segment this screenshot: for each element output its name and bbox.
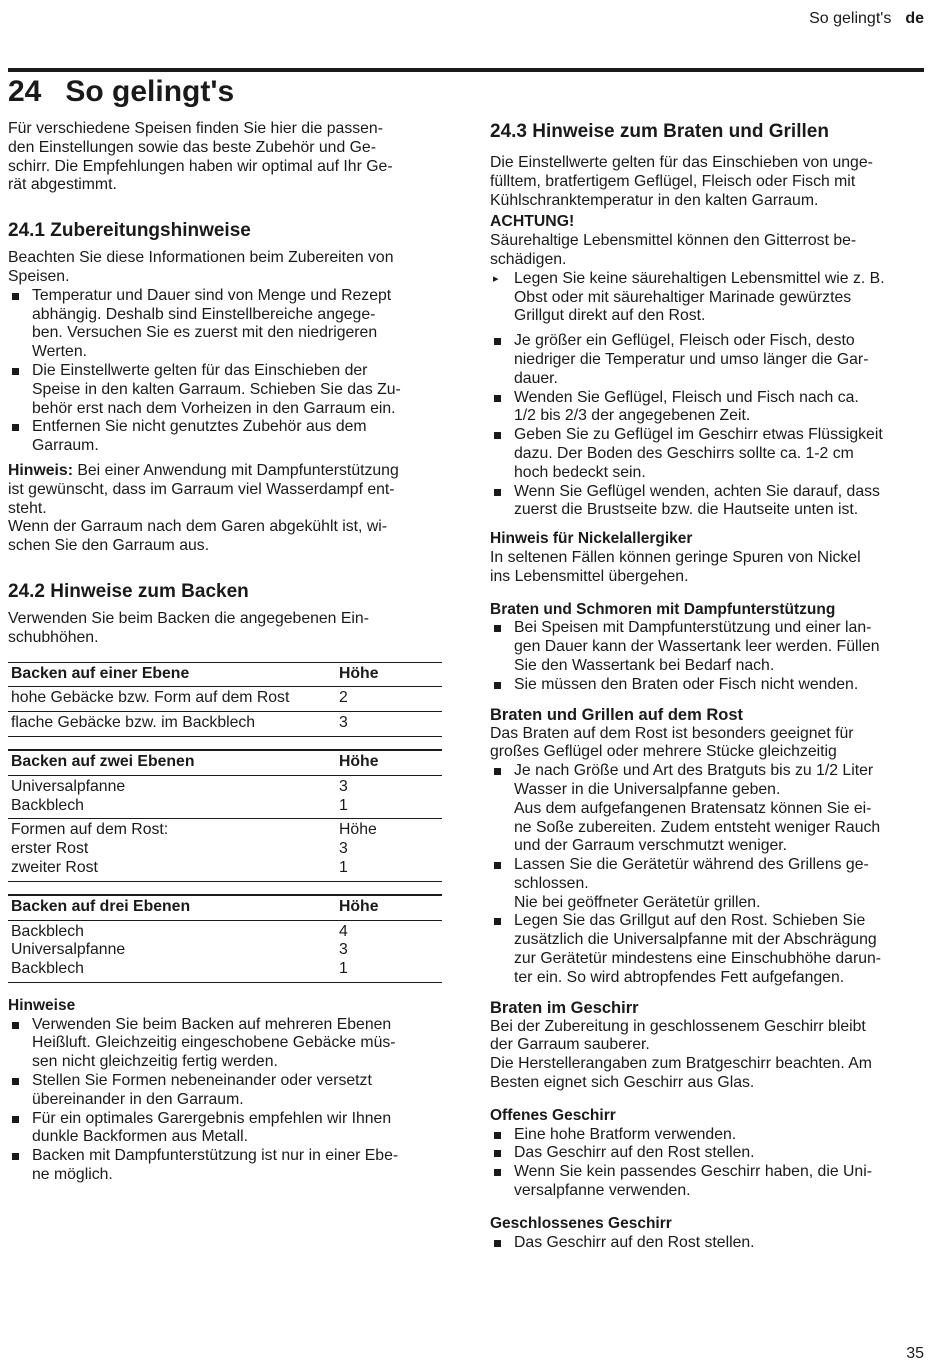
- nickel-text: In seltenen Fällen können geringe Spuren von Nickel ins Lebensmittel übergehen.: [490, 548, 861, 585]
- list-item: Je größer ein Geflügel, Fleisch oder Fisch, desto niedriger die Temperatur und umso länger die Gar- dauer.: [490, 332, 924, 388]
- steam-list: [490, 619, 924, 694]
- list-item: Temperatur und Dauer sind von Menge und Rezept abhängig. Deshalb sind Einstellbereiche angege- ben. Versuchen Sie es zuerst mit den niedrigeren Werten.: [8, 287, 442, 362]
- list-item: Bei Speisen mit Dampfunterstützung und einer lan- gen Dauer kann der Wassertank leer werden. Füllen Sie den Wassertank bei Bedarf nach.: [490, 619, 924, 675]
- list-item: Für ein optimales Garergebnis empfehlen wir Ihnen dunkle Backformen aus Metall.: [8, 1110, 442, 1148]
- note-label: Hinweis:: [8, 461, 73, 479]
- warning-text: Säurehaltige Lebensmittel können den Gitterrost be- schädigen.: [490, 232, 857, 268]
- intro-text: Für verschiedene Speisen finden Sie hier die passen- den Einstellungen sowie das beste Zubehör und Ge- schirr. Die Empfehlungen haben wir optimal auf Ihr Ge- rät abgestimmt.: [8, 120, 393, 194]
- note-text-2: Wenn der Garraum nach dem Garen abgekühlt ist, wi- schen Sie den Garraum aus.: [8, 518, 388, 555]
- page-number: 35: [906, 1345, 924, 1362]
- geschirr-text: Bei der Zubereitung in geschlossenem Geschirr bleibt der Garraum sauberer. Die Herstellerangaben zum Bratgeschirr beachten. Am Besten eignet sich Geschirr aus Glas.: [490, 1017, 872, 1092]
- table-cell: flache Gebäcke bzw. im Backblech: [8, 712, 336, 737]
- list-item: Wenn Sie kein passendes Geschirr haben, die Uni- versalpfanne verwenden.: [490, 1163, 924, 1201]
- table-row: [8, 687, 442, 712]
- table-header: Backen auf einer Ebene: [8, 662, 336, 687]
- warning-label: ACHTUNG!: [490, 213, 575, 231]
- note-paragraph: [8, 462, 442, 518]
- rost-title: Braten und Grillen auf dem Rost: [490, 705, 744, 724]
- rost-list: [490, 762, 924, 988]
- language-code: de: [905, 10, 924, 27]
- table-row: [8, 712, 442, 737]
- left-column: [8, 120, 442, 1185]
- geschl-list: [490, 1234, 924, 1253]
- chapter-number: 24: [8, 75, 42, 108]
- table-cell: Backblech Universalpfanne Backblech: [8, 920, 336, 982]
- warning-action-list: [490, 270, 924, 326]
- list-item: Geben Sie zu Geflügel im Geschirr etwas Flüssigkeit dazu. Der Boden des Geschirrs sollte ca. 1-2 cm hoch bedeckt sein.: [490, 426, 924, 482]
- offen-title: Offenes Geschirr: [490, 1106, 616, 1124]
- list-item: Legen Sie das Grillgut auf den Rost. Schieben Sie zusätzlich die Universalpfanne mit der Abschrägung zur Gerätetür mindestens eine Einschubhöhe darun- ter ein. So wird abtropfendes Fett aufgefangen.: [490, 912, 924, 987]
- section-24-2-text: Verwenden Sie beim Backen die angegebenen Ein- schubhöhen.: [8, 609, 369, 646]
- list-item: Das Geschirr auf den Rost stellen.: [490, 1234, 924, 1253]
- running-header: [809, 10, 924, 28]
- nickel-title: Hinweis für Nickelallergiker: [490, 530, 693, 548]
- geschirr-title: Braten im Geschirr: [490, 998, 639, 1017]
- geschl-title: Geschlossenes Geschirr: [490, 1214, 672, 1232]
- table-cell: Formen auf dem Rost: erster Rost zweiter Rost: [8, 819, 336, 881]
- list-item: Verwenden Sie beim Backen auf mehreren Ebenen Heißluft. Gleichzeitig eingeschobene Gebäcke müs- sen nicht gleichzeitig fertig werden.: [8, 1016, 442, 1072]
- table-cell: 4 3 1: [336, 920, 442, 982]
- table-row: [8, 775, 442, 819]
- table-cell: 2: [336, 687, 442, 712]
- section-24-1-text: Beachten Sie diese Informationen beim Zubereiten von Speisen.: [8, 249, 394, 285]
- table-header: Backen auf zwei Ebenen: [8, 750, 336, 775]
- list-item: Entfernen Sie nicht genutztes Zubehör aus dem Garraum.: [8, 418, 442, 456]
- list-item: Das Geschirr auf den Rost stellen.: [490, 1144, 924, 1163]
- table-spacer: [8, 882, 442, 895]
- table-header: Höhe: [336, 895, 442, 920]
- table-cell: Höhe 3 1: [336, 819, 442, 881]
- list-item: Backen mit Dampfunterstützung ist nur in einer Ebe- ne möglich.: [8, 1147, 442, 1185]
- table-row: [8, 819, 442, 881]
- table-cell: 3 1: [336, 775, 442, 819]
- list-item: Stellen Sie Formen nebeneinander oder versetzt übereinander in den Garraum.: [8, 1072, 442, 1110]
- chapter-title: [8, 72, 234, 112]
- list-item: Wenn Sie Geflügel wenden, achten Sie darauf, dass zuerst die Brustseite bzw. die Hautseite unten ist.: [490, 483, 924, 521]
- table-cell: 3: [336, 712, 442, 737]
- list-item: Sie müssen den Braten oder Fisch nicht wenden.: [490, 676, 924, 695]
- running-title: So gelingt's: [809, 10, 892, 27]
- section-24-1-title: 24.1 Zubereitungshinweise: [8, 220, 251, 242]
- list-item: Je nach Größe und Art des Bratguts bis zu 1/2 Liter Wasser in die Universalpfanne geben. Aus dem aufgefangenen Bratensatz können Sie ei- ne Soße zubereiten. Zudem entsteht weniger Rauch und der Garraum verschmutzt weniger.: [490, 762, 924, 856]
- hints-list: [8, 1016, 442, 1185]
- note-text: Bei einer Anwendung mit Dampfunterstützung ist gewünscht, dass im Garraum viel Wasserdampf ent- steht.: [8, 461, 399, 517]
- table-header: Höhe: [336, 662, 442, 687]
- table-one-level: [8, 662, 442, 737]
- table-three-levels: [8, 895, 442, 983]
- hints-title: Hinweise: [8, 996, 76, 1014]
- section-24-3-title: 24.3 Hinweise zum Braten und Grillen: [490, 121, 829, 142]
- list-item: Wenden Sie Geflügel, Fleisch und Fisch nach ca. 1/2 bis 2/3 der angegebenen Zeit.: [490, 389, 924, 427]
- list-item: Eine hohe Bratform verwenden.: [490, 1126, 924, 1145]
- table-header: Backen auf drei Ebenen: [8, 895, 336, 920]
- table-spacer: [8, 737, 442, 750]
- table-cell: hohe Gebäcke bzw. Form auf dem Rost: [8, 687, 336, 712]
- table-two-levels: [8, 750, 442, 882]
- section-24-1-list: [8, 287, 442, 456]
- table-cell: Universalpfanne Backblech: [8, 775, 336, 819]
- section-24-3-list: [490, 332, 924, 520]
- rost-text: Das Braten auf dem Rost ist besonders geeignet für großes Geflügel oder mehrere Stücke gleichzeitig: [490, 724, 854, 761]
- section-24-3-text: Die Einstellwerte gelten für das Einschieben von unge- fülltem, bratfertigem Geflügel, Fleisch oder Fisch mit Kühlschranktemperatur in den kalten Garraum.: [490, 154, 873, 209]
- table-header: Höhe: [336, 750, 442, 775]
- steam-title: Braten und Schmoren mit Dampfunterstützung: [490, 600, 836, 618]
- offen-list: [490, 1126, 924, 1201]
- table-row: [8, 920, 442, 982]
- list-item: ▸ Legen Sie keine säurehaltigen Lebensmittel wie z. B. Obst oder mit säurehaltiger Marinade gewürztes Grillgut direkt auf den Rost.: [490, 270, 924, 326]
- right-column: [490, 120, 924, 1252]
- list-item: Die Einstellwerte gelten für das Einschieben der Speise in den kalten Garraum. Schieben Sie das Zu- behör erst nach dem Vorheizen in den Garraum ein.: [8, 362, 442, 418]
- section-24-2-title: 24.2 Hinweise zum Backen: [8, 580, 249, 602]
- chapter-title-text: So gelingt's: [65, 75, 235, 108]
- list-item: Lassen Sie die Gerätetür während des Grillens ge- schlossen. Nie bei geöffneter Gerätetür grillen.: [490, 856, 924, 912]
